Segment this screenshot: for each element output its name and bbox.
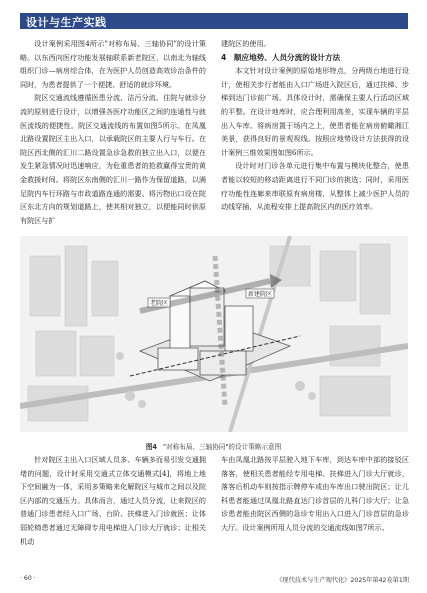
region-label-new: [246, 289, 274, 298]
figure-caption: [0, 441, 427, 451]
paragraph: 设计案例采用图4所示"对称布局、三轴协同"的设计策略。以东西向医疗功能发展轴联系新老院区，以南北为轴线组织门诊—病房综合体，在为医护人员创造高效诊治条件的同时，为患者提供了一个便捷、舒适的就诊环境。: [20, 39, 206, 89]
paragraph: 院区交通流线遵循医患分流、洁污分流、住院与就诊分流的原则进行设计，以增强各医疗功能区之间的连通性与就医流线的便捷性。院区交通流线的布置如图5所示。在凤凰北路设置院区主出入口，以承载院区的主要人行与车行。在院区西北侧的汇川二路设置急诊急救的独立出入口，以便在发生紧急情况时迅速响应，为危重患者的抢救赢得宝贵的黄金救援时间。将院区东南侧的汇川一路作为保留道路，以满足院内车行环路与市政道路连通的需要。将污物出口设在院区东北方向的规划道路上，使其相对独立，以便能同时供原有院区与扩: [20, 93, 206, 225]
journal-citation: 《现代技术与生产现代化》2025年第42卷第1期: [276, 577, 409, 584]
left-column-top: [20, 37, 206, 227]
section-header-bar: [20, 13, 408, 29]
right-column-bottom: [221, 453, 409, 535]
page-number: · 60 ·: [20, 575, 36, 582]
svg-text:老院区: 老院区: [150, 300, 169, 307]
region-label-old: [148, 298, 170, 307]
svg-text:新建院区: 新建院区: [248, 291, 273, 298]
paragraph: 针对院区主出入口区域人员多、车辆多而易引发交通拥堵的问题，设计时采用交通式立体交通模式[4]，将地上地下空间融为一体，采用多策略来化解院区与城市之间以及院区内部的交通压力。具体而言，通过人员分流，让来院区的普通门诊患者经入口广场、台阶、扶梯进入门诊就医；让体弱轮椅患者通过无障碍专用电梯进入门诊大厅就诊；让相关机动: [20, 455, 206, 546]
paragraph: 车由凤凰北路按平层驶入地下车库，到达车库中部的接驳区落客，使相关患者能经专用电梯、扶梯进入门诊大厅就诊，落客后机动车则按指示牌停车或由车库出口驶出院区；让儿科患者能通过凤凰北路直达门诊首层的儿科门诊大厅；让急诊患者能由院区西侧的急诊专用出入口进入门诊首层的急诊大厅。设计案例所用人员分流的交通流线如图7所示。: [221, 455, 409, 532]
figure-caption-text: "对称布局、三轴协同"的设计策略示意图: [163, 443, 282, 451]
section-title: 设计与生产实践: [26, 16, 107, 29]
right-column-top: [221, 37, 409, 214]
paragraph-continuation: 建院区的使用。: [221, 39, 271, 48]
site-strategy-illustration: [20, 236, 408, 432]
left-column-bottom: [20, 453, 206, 548]
figure-caption-label: 图4: [145, 443, 157, 451]
paragraph: 设计时对门诊各单元进行集中布置与模块化整合，使患者能以较短的移动距离进行不同门诊的挑选；同时，采用医疗功能性连廊来串联原有病房楼，从整体上减少医护人员的动线穿插，从流程安排上提高院区内的医疗效率。: [221, 161, 409, 212]
figure-4-diagram: [20, 236, 408, 432]
section-heading: 4 顺应地势、人员分流的设计方法: [221, 52, 341, 62]
paragraph: 本文针对设计案例的原始地形特点，分两级台地进行设计，使相关步行者能由入口广场进入院区后，通过扶梯、步梯到达门诊前广场。具体设计时，需确保主要人行活动区域的平整。在设计地库时，应合理利用高差，实现车辆的平层出入车库。将病房置于场内之上，使患者能在病房俯瞰湘江美景，获得良好的景观视线。按照应地势设计方法获得的设计案例三维效果图如图6所示。: [221, 66, 409, 157]
